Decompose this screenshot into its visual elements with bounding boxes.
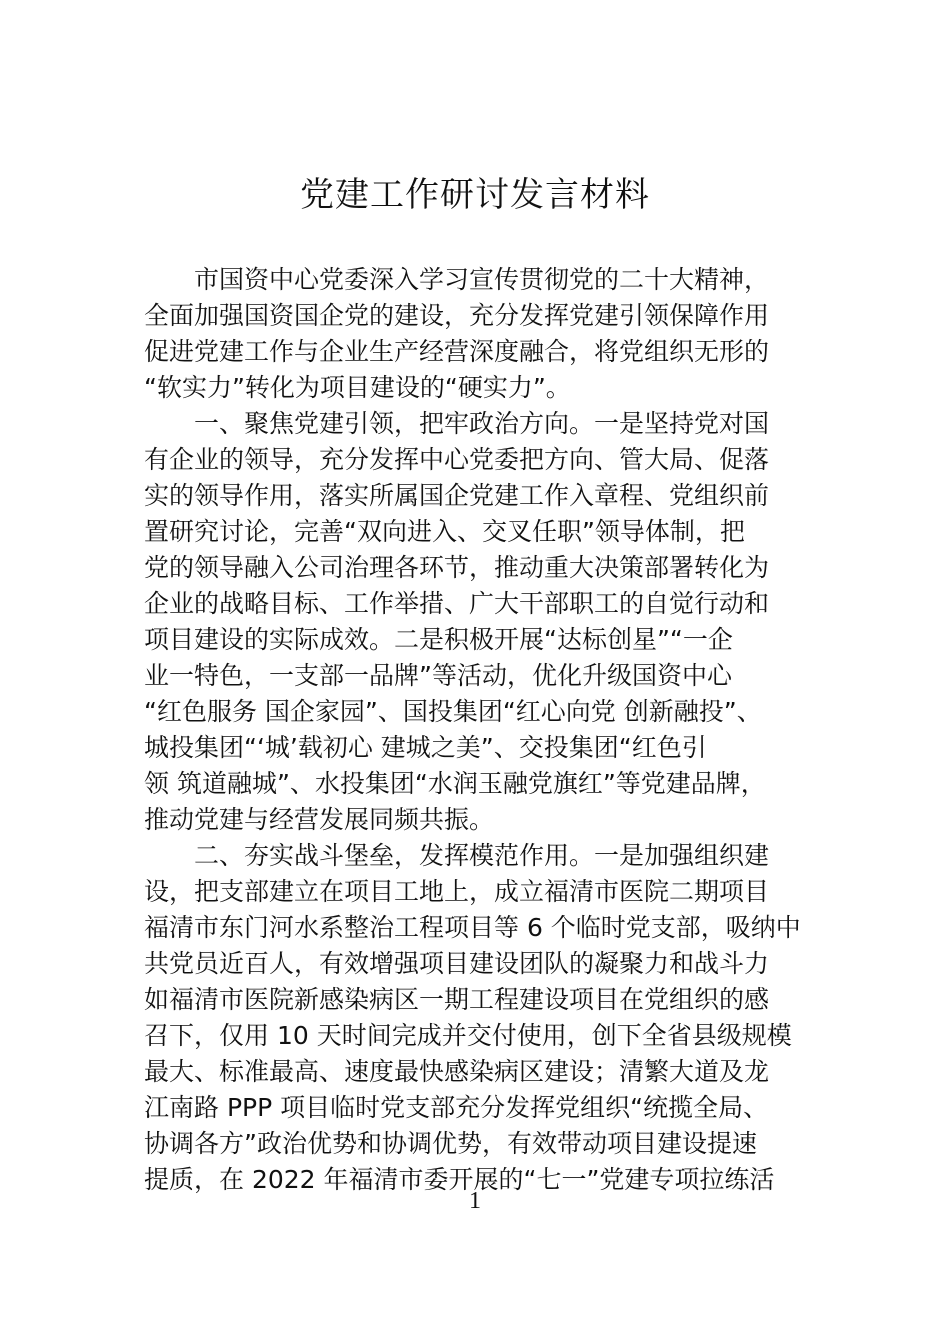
section-two-line: 协调各方”政治优势和协调优势，有效带动项目建设提速 [144,1129,757,1158]
section-two-line: 提质，在 2022 年福清市委开展的“七一”党建专项拉练活 [144,1165,775,1194]
section-two-line: 共党员近百人，有效增强项目建设团队的凝聚力和战斗力 [144,949,770,978]
section-one-line: 党的领导融入公司治理各环节，推动重大决策部署转化为 [144,553,770,582]
section-two-line: 设，把支部建立在项目工地上，成立福清市医院二期项目 [144,877,770,906]
section-one-line: 企业的战略目标、工作举措、广大干部职工的自觉行动和 [144,589,770,618]
section-one-line: “红色服务 国企家园”、国投集团“红心向党 创新融投”、 [144,697,762,726]
document-body [144,262,814,1198]
paragraph-intro-line: 全面加强国资国企党的建设，充分发挥党建引领保障作用 [144,301,770,330]
page-number: 1 [469,1188,481,1214]
paragraph-intro-line: 市国资中心党委深入学习宣传贯彻党的二十大精神， [194,265,770,294]
paragraph-intro-line: 促进党建工作与企业生产经营深度融合，将党组织无形的 [144,337,770,366]
section-two-line: 如福清市医院新感染病区一期工程建设项目在党组织的感 [144,985,770,1014]
section-one-line: 推动党建与经营发展同频共振。 [144,805,495,834]
section-one-line: 有企业的领导，充分发挥中心党委把方向、管大局、促落 [144,445,770,474]
section-one-line: 置研究讨论，完善“双向进入、交叉任职”领导体制，把 [144,517,745,546]
section-two-line: 最大、标准最高、速度最快感染病区建设；清繁大道及龙 [144,1057,770,1086]
section-two-line: 二、夯实战斗堡垒，发挥模范作用。一是加强组织建 [194,841,770,870]
section-one-line: 业一特色，一支部一品牌”等活动，优化升级国资中心 [144,661,732,690]
section-two-line: 福清市东门河水系整治工程项目等 6 个临时党支部，吸纳中 [144,913,801,942]
section-two-line: 江南路 PPP 项目临时党支部充分发挥党组织“统揽全局、 [144,1093,769,1122]
section-one-line: 领 筑道融城”、水投集团“水润玉融党旗红”等党建品牌， [144,769,766,798]
document-title: 党建工作研讨发言材料 [300,175,650,215]
section-one-line: 项目建设的实际成效。二是积极开展“达标创星”“一企 [144,625,733,654]
section-one-line: 一、聚焦党建引领，把牢政治方向。一是坚持党对国 [194,409,770,438]
section-two-line: 召下，仅用 10 天时间完成并交付使用，创下全省县级规模 [144,1021,792,1050]
paragraph-intro-line: “软实力”转化为项目建设的“硬实力”。 [144,373,571,402]
section-one-line: 实的领导作用，落实所属国企党建工作入章程、党组织前 [144,481,770,510]
section-one-line: 城投集团“‘城’载初心 建城之美”、交投集团“红色引 [144,733,707,762]
